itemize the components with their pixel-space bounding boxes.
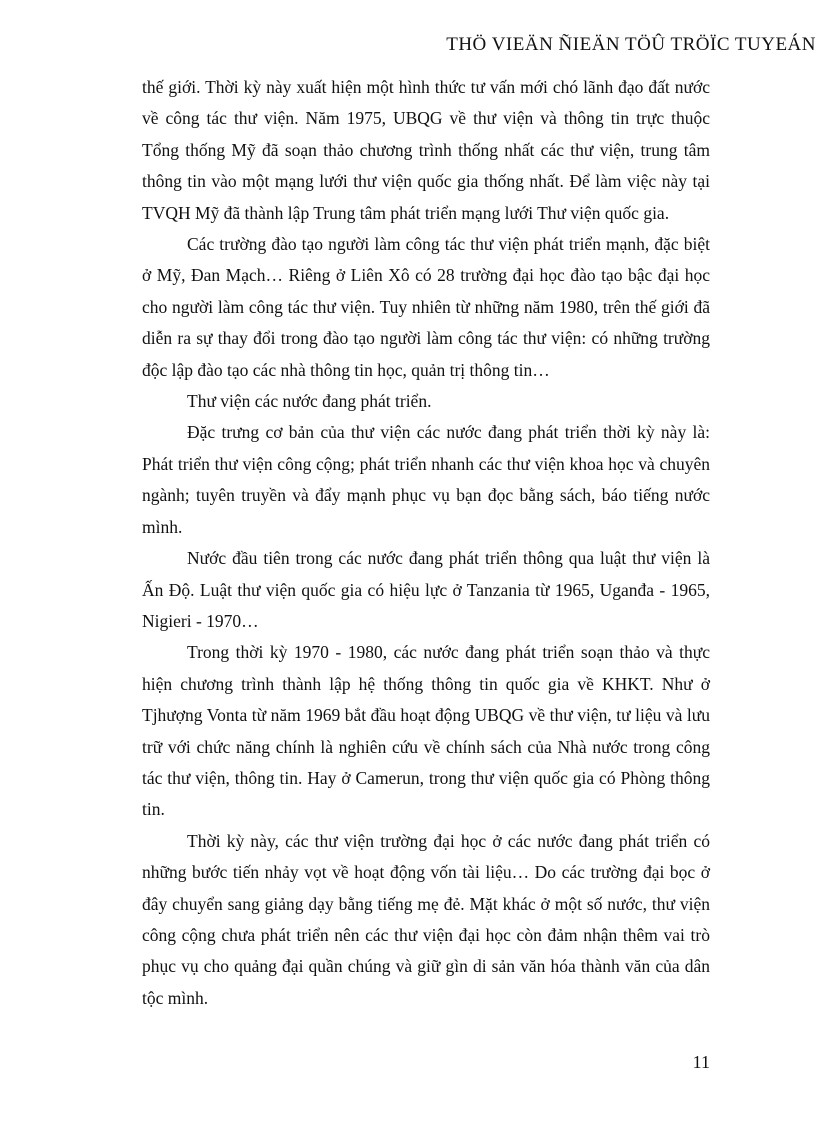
paragraph-3: Thư viện các nước đang phát triển. bbox=[187, 391, 432, 412]
paragraph-5: Nước đầu tiên trong các nước đang phát triển thông qua luật thư viện là Ấn Độ. Luật thư viện quốc gia có hiệu lực ở Tanzania từ 1965, Uganđa - 1965, Nigieri - 1970… bbox=[142, 548, 710, 631]
paragraph-2: Các trường đào tạo người làm công tác thư viện phát triển mạnh, đặc biệt ở Mỹ, Đan Mạch… Riêng ở Liên Xô có 28 trường đại học đào tạo bậc đại học cho người làm công tác thư viện. Tuy nhiên từ những năm 1980, trên thế giới đã diễn ra sự thay đổi trong đào tạo người làm công tác thư viện: có những trường độc lập đào tạo các nhà thông tin học, quản trị thông tin… bbox=[142, 234, 710, 380]
page-number: 11 bbox=[692, 1052, 710, 1072]
paragraph-7: Thời kỳ này, các thư viện trường đại học ở các nước đang phát triển có những bước tiến nhảy vọt về hoạt động vốn tài liệu… Do các trường đại bọc ở đây chuyển sang giảng dạy bằng tiếng mẹ đẻ. Mặt khác ở một số nước, thư viện công cộng chưa phát triển nên các thư viện đại học còn đảm nhận thêm vai trò phục vụ cho quảng đại quần chúng và giữ gìn di sản văn hóa thành văn của dân tộc mình. bbox=[142, 830, 710, 1008]
paragraph-4: Đặc trưng cơ bản của thư viện các nước đang phát triển thời kỳ này là: Phát triển thư viện công cộng; phát triển nhanh các thư viện khoa học và chuyên ngành; tuyên truyền và đẩy mạnh phục vụ bạn đọc bằng sách, báo tiếng nước mình. bbox=[142, 422, 710, 537]
body-text bbox=[142, 72, 710, 1014]
paragraph-1: thế giới. Thời kỳ này xuất hiện một hình thức tư vấn mới chó lãnh đạo đất nước về công tác thư viện. Năm 1975, UBQG về thư viện và thông tin trực thuộc Tổng thống Mỹ đã soạn thảo chương trình thống nhất các thư viện, trung tâm thông tin vào một mạng lưới thư viện quốc gia thống nhất. Để làm việc này tại TVQH Mỹ đã thành lập Trung tâm phát triển mạng lưới Thư viện quốc gia. bbox=[142, 77, 710, 223]
paragraph-6: Trong thời kỳ 1970 - 1980, các nước đang phát triển soạn thảo và thực hiện chương trình thành lập hệ thống thông tin quốc gia về KHKT. Như ở Tjhượng Vonta từ năm 1969 bắt đầu hoạt động UBQG về thư viện, tư liệu và lưu trữ với chức năng chính là nghiên cứu về chính sách của Nhà nước trong công tác thư viện, thông tin. Hay ở Camerun, trong thư viện quốc gia có Phòng thông tin. bbox=[142, 642, 710, 820]
running-header: THÖ VIEÄN ÑIEÄN TÖÛ TRÖÏC TUYEÁN bbox=[446, 34, 816, 55]
